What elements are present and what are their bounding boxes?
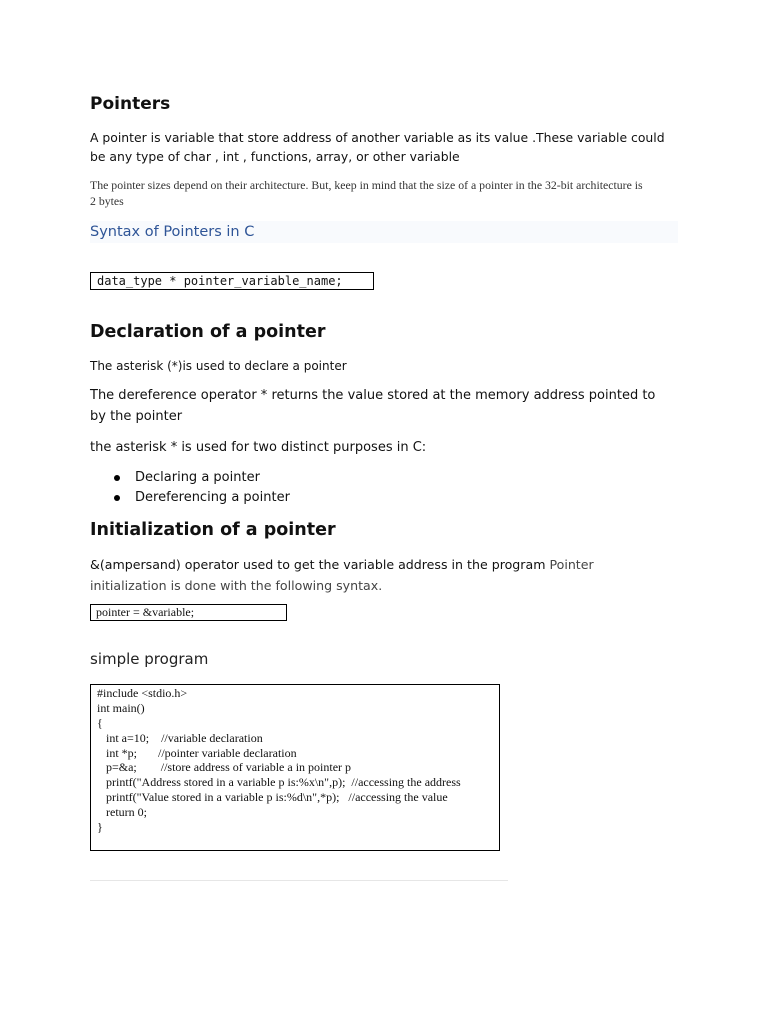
- code-line: int a=10; //variable declaration: [97, 730, 263, 745]
- code-line: #include <stdio.h>: [97, 686, 188, 700]
- declaration-heading: Declaration of a pointer: [90, 322, 326, 342]
- asterisk-declare-text: The asterisk (*)is used to declare a pointer: [90, 359, 347, 373]
- list-item: [90, 488, 290, 508]
- bottom-divider: [90, 880, 508, 881]
- ampersand-text: [90, 554, 670, 596]
- list-item-label: Declaring a pointer: [135, 470, 260, 485]
- dereference-text: The dereference operator * returns the value stored at the memory address pointed to by the pointer: [90, 388, 656, 424]
- syntax-heading: Syntax of Pointers in C: [90, 224, 255, 240]
- ampersand-text-main: &(ampersand) operator used to get the variable address in the program: [90, 557, 550, 572]
- asterisk-purposes-text: the asterisk * is used for two distinct purposes in C:: [90, 440, 427, 455]
- purposes-list: [90, 468, 290, 508]
- bullet-icon: [114, 495, 120, 501]
- code-line: printf("Address stored in a variable p is:%x\n",p); //accessing the address: [97, 775, 461, 790]
- simple-program-heading: simple program: [90, 650, 209, 668]
- list-item: [90, 468, 290, 488]
- code-line: int *p; //pointer variable declaration: [97, 745, 297, 760]
- code-line: p=&a; //store address of variable a in pointer p: [97, 760, 352, 775]
- page-title: Pointers: [90, 94, 171, 114]
- code-line: {: [97, 715, 103, 730]
- code-line: int main(): [97, 700, 145, 715]
- initialization-heading: Initialization of a pointer: [90, 520, 336, 540]
- program-code-box: [90, 684, 500, 851]
- pointer-size-note: The pointer sizes depend on their architecture. But, keep in mind that the size of a pointer in the 32-bit architecture is 2 bytes: [90, 178, 643, 208]
- code-line: printf("Value stored in a variable p is:%d\n",*p); //accessing the value: [97, 790, 448, 805]
- code-line: }: [97, 820, 103, 835]
- bullet-icon: [114, 475, 120, 481]
- code-line: return 0;: [97, 805, 147, 820]
- syntax-code-box: data_type * pointer_variable_name;: [90, 272, 374, 290]
- list-item-label: Dereferencing a pointer: [135, 490, 290, 505]
- intro-paragraph: A pointer is variable that store address of another variable as its value .These variable could be any type of char , int , functions, array, or other variable: [90, 130, 665, 164]
- init-code-box: pointer = &variable;: [90, 604, 287, 621]
- ampersand-text-muted: Pointer initialization is done with the following syntax.: [90, 557, 594, 593]
